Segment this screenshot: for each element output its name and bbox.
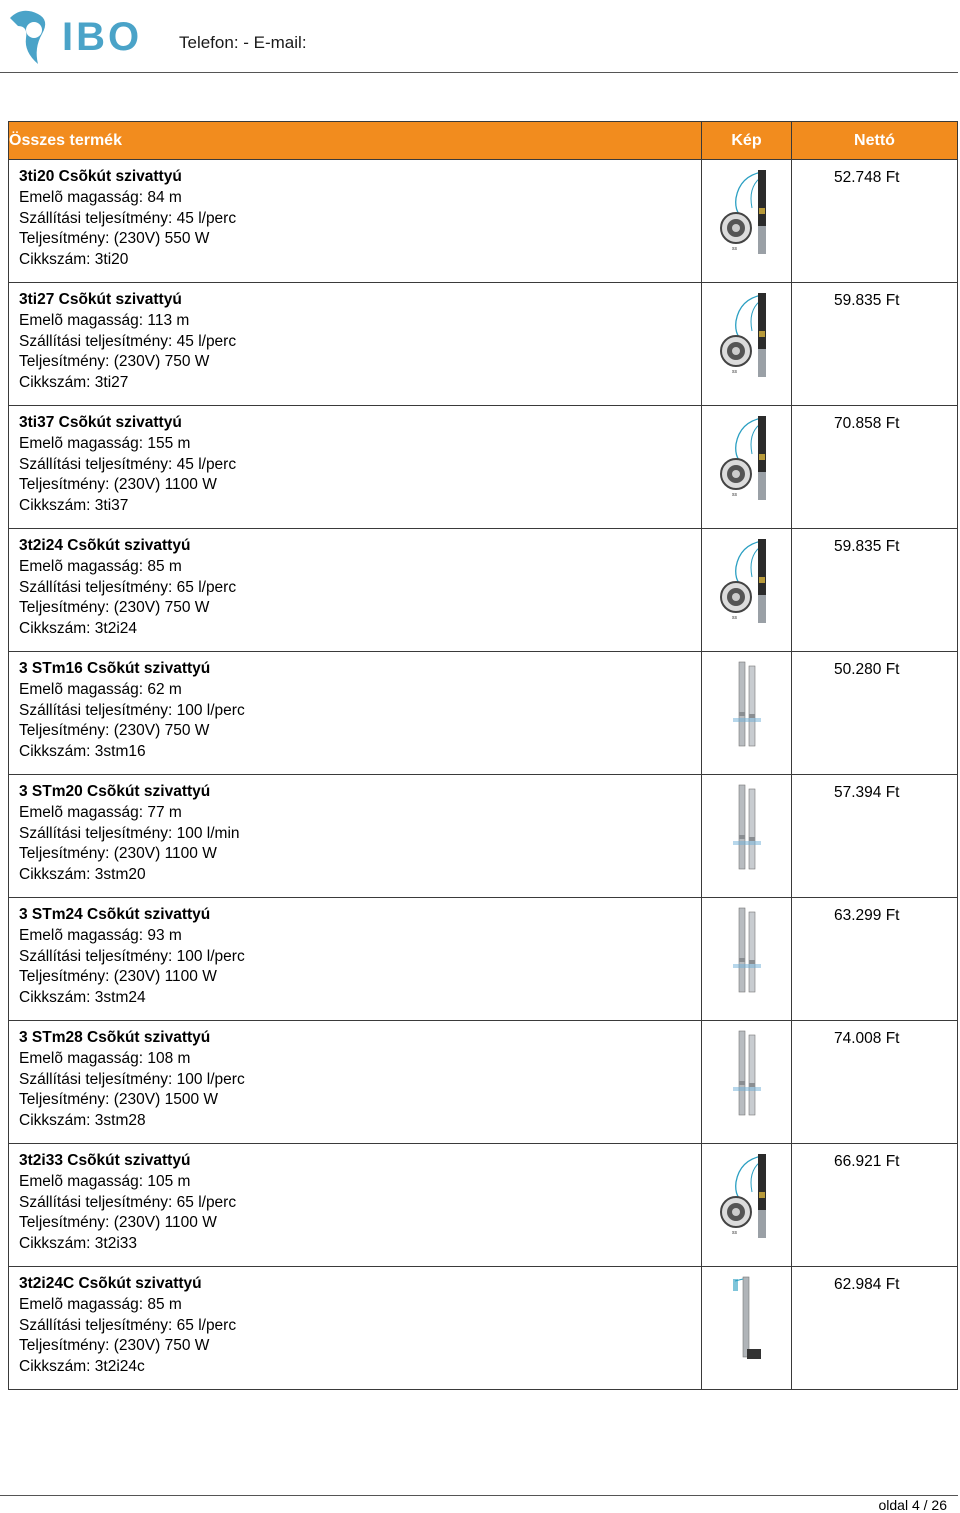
product-lift-height: Emelõ magasság: 84 m <box>19 188 182 206</box>
product-price: 66.921 Ft <box>834 1153 900 1170</box>
product-lift-height: Emelõ magasság: 62 m <box>19 680 182 698</box>
table-row <box>9 529 958 652</box>
product-image-cell <box>702 529 792 652</box>
product-image-cell <box>702 1021 792 1144</box>
product-image-cell <box>702 652 792 775</box>
product-name: 3 STm16 Csõkút szivattyú <box>19 660 211 677</box>
product-image-cell <box>702 283 792 406</box>
product-flow-rate: Szállítási teljesítmény: 65 l/perc <box>19 1193 237 1211</box>
product-price-cell <box>792 160 958 283</box>
product-flow-rate: Szállítási teljesítmény: 100 l/perc <box>19 701 245 719</box>
page-header <box>0 0 960 74</box>
product-lift-height: Emelõ magasság: 93 m <box>19 926 182 944</box>
product-image-cell <box>702 898 792 1021</box>
table-row <box>9 652 958 775</box>
product-sku: Cikkszám: 3ti27 <box>19 374 129 392</box>
svg-text:ss: ss <box>731 369 737 375</box>
product-price-cell <box>792 283 958 406</box>
svg-text:ss: ss <box>731 246 737 252</box>
product-image <box>702 529 791 651</box>
product-flow-rate: Szállítási teljesítmény: 100 l/perc <box>19 1070 245 1088</box>
svg-text:ss: ss <box>731 492 737 498</box>
page-number: oldal 4 / 26 <box>878 1497 947 1513</box>
product-power: Teljesítmény: (230V) 1100 W <box>19 968 217 986</box>
table-row <box>9 1267 958 1390</box>
product-sku: Cikkszám: 3t2i24 <box>19 620 138 638</box>
product-image-cell <box>702 1144 792 1267</box>
product-sku: Cikkszám: 3t2i24c <box>19 1358 145 1376</box>
product-price-cell <box>792 406 958 529</box>
product-sku: Cikkszám: 3ti20 <box>19 251 129 269</box>
product-power: Teljesítmény: (230V) 750 W <box>19 1337 210 1355</box>
svg-text:ss: ss <box>731 615 737 621</box>
product-name: 3ti20 Csõkút szivattyú <box>19 168 182 185</box>
product-lift-height: Emelõ magasság: 77 m <box>19 803 182 821</box>
product-price-cell <box>792 1021 958 1144</box>
product-image-cell <box>702 406 792 529</box>
product-power: Teljesítmény: (230V) 750 W <box>19 599 210 617</box>
product-price-cell <box>792 652 958 775</box>
product-image <box>702 898 791 1020</box>
product-flow-rate: Szállítási teljesítmény: 45 l/perc <box>19 455 237 473</box>
product-image <box>702 283 791 405</box>
product-sku: Cikkszám: 3stm16 <box>19 743 146 761</box>
product-image-cell <box>702 1267 792 1390</box>
product-name: 3t2i33 Csõkút szivattyú <box>19 1152 191 1169</box>
product-lift-height: Emelõ magasság: 85 m <box>19 557 182 575</box>
product-name: 3t2i24C Csõkút szivattyú <box>19 1275 202 1292</box>
product-price: 59.835 Ft <box>834 292 900 309</box>
product-info-cell <box>9 1144 702 1267</box>
product-power: Teljesítmény: (230V) 1100 W <box>19 845 217 863</box>
product-info-cell <box>9 775 702 898</box>
ibo-logo <box>4 4 164 68</box>
product-power: Teljesítmény: (230V) 1100 W <box>19 476 217 494</box>
product-sku: Cikkszám: 3stm20 <box>19 866 146 884</box>
product-price-cell <box>792 529 958 652</box>
header-divider <box>0 72 958 73</box>
product-price: 57.394 Ft <box>834 784 900 801</box>
product-power: Teljesítmény: (230V) 750 W <box>19 353 210 371</box>
product-flow-rate: Szállítási teljesítmény: 45 l/perc <box>19 209 237 227</box>
product-power: Teljesítmény: (230V) 1500 W <box>19 1091 219 1109</box>
footer-divider <box>0 1495 958 1496</box>
product-price: 70.858 Ft <box>834 415 900 432</box>
svg-text:IBO: IBO <box>62 15 143 59</box>
product-price: 62.984 Ft <box>834 1276 900 1293</box>
table-row <box>9 1021 958 1144</box>
product-info-cell <box>9 529 702 652</box>
table-row <box>9 775 958 898</box>
product-power: Teljesítmény: (230V) 550 W <box>19 230 210 248</box>
header-all-products: Összes termék <box>9 122 702 160</box>
product-name: 3ti37 Csõkút szivattyú <box>19 414 182 431</box>
product-price-cell <box>792 1144 958 1267</box>
table-row <box>9 406 958 529</box>
product-lift-height: Emelõ magasság: 85 m <box>19 1295 182 1313</box>
product-info-cell <box>9 283 702 406</box>
table-row <box>9 160 958 283</box>
product-flow-rate: Szállítási teljesítmény: 45 l/perc <box>19 332 237 350</box>
product-sku: Cikkszám: 3stm24 <box>19 989 146 1007</box>
product-image <box>702 652 791 774</box>
table-row <box>9 1144 958 1267</box>
product-flow-rate: Szállítási teljesítmény: 65 l/perc <box>19 578 237 596</box>
product-sku: Cikkszám: 3t2i33 <box>19 1235 138 1253</box>
product-lift-height: Emelõ magasság: 155 m <box>19 434 191 452</box>
product-info-cell <box>9 406 702 529</box>
product-image <box>702 406 791 528</box>
product-info-cell <box>9 1267 702 1390</box>
table-row <box>9 283 958 406</box>
product-info-cell <box>9 898 702 1021</box>
header-net-price: Nettó <box>792 122 958 160</box>
product-flow-rate: Szállítási teljesítmény: 100 l/perc <box>19 947 245 965</box>
product-sku: Cikkszám: 3stm28 <box>19 1112 146 1130</box>
product-image <box>702 1267 791 1389</box>
product-price: 50.280 Ft <box>834 661 900 678</box>
table-header-row <box>9 122 958 160</box>
product-price: 59.835 Ft <box>834 538 900 555</box>
product-name: 3ti27 Csõkút szivattyú <box>19 291 182 308</box>
product-sku: Cikkszám: 3ti37 <box>19 497 129 515</box>
product-name: 3t2i24 Csõkút szivattyú <box>19 537 191 554</box>
product-price-cell <box>792 898 958 1021</box>
product-flow-rate: Szállítási teljesítmény: 100 l/min <box>19 824 240 842</box>
product-name: 3 STm20 Csõkút szivattyú <box>19 783 211 800</box>
product-image-cell <box>702 160 792 283</box>
header-image: Kép <box>702 122 792 160</box>
product-name: 3 STm28 Csõkút szivattyú <box>19 1029 211 1046</box>
product-name: 3 STm24 Csõkút szivattyú <box>19 906 211 923</box>
product-price: 52.748 Ft <box>834 169 900 186</box>
product-lift-height: Emelõ magasság: 113 m <box>19 311 190 329</box>
svg-text:ss: ss <box>731 1230 737 1236</box>
product-image-cell <box>702 775 792 898</box>
product-lift-height: Emelõ magasság: 108 m <box>19 1049 191 1067</box>
product-image <box>702 1021 791 1143</box>
product-lift-height: Emelõ magasság: 105 m <box>19 1172 191 1190</box>
product-table <box>8 121 958 1390</box>
table-row <box>9 898 958 1021</box>
product-info-cell <box>9 1021 702 1144</box>
header-contact: Telefon: - E-mail: <box>179 33 307 52</box>
product-power: Teljesítmény: (230V) 1100 W <box>19 1214 217 1232</box>
product-price: 74.008 Ft <box>834 1030 900 1047</box>
product-price-cell <box>792 775 958 898</box>
product-image <box>702 160 791 282</box>
product-info-cell <box>9 652 702 775</box>
product-info-cell <box>9 160 702 283</box>
product-price-cell <box>792 1267 958 1390</box>
product-image <box>702 775 791 897</box>
product-flow-rate: Szállítási teljesítmény: 65 l/perc <box>19 1316 237 1334</box>
product-image <box>702 1144 791 1266</box>
product-price: 63.299 Ft <box>834 907 900 924</box>
product-power: Teljesítmény: (230V) 750 W <box>19 722 210 740</box>
